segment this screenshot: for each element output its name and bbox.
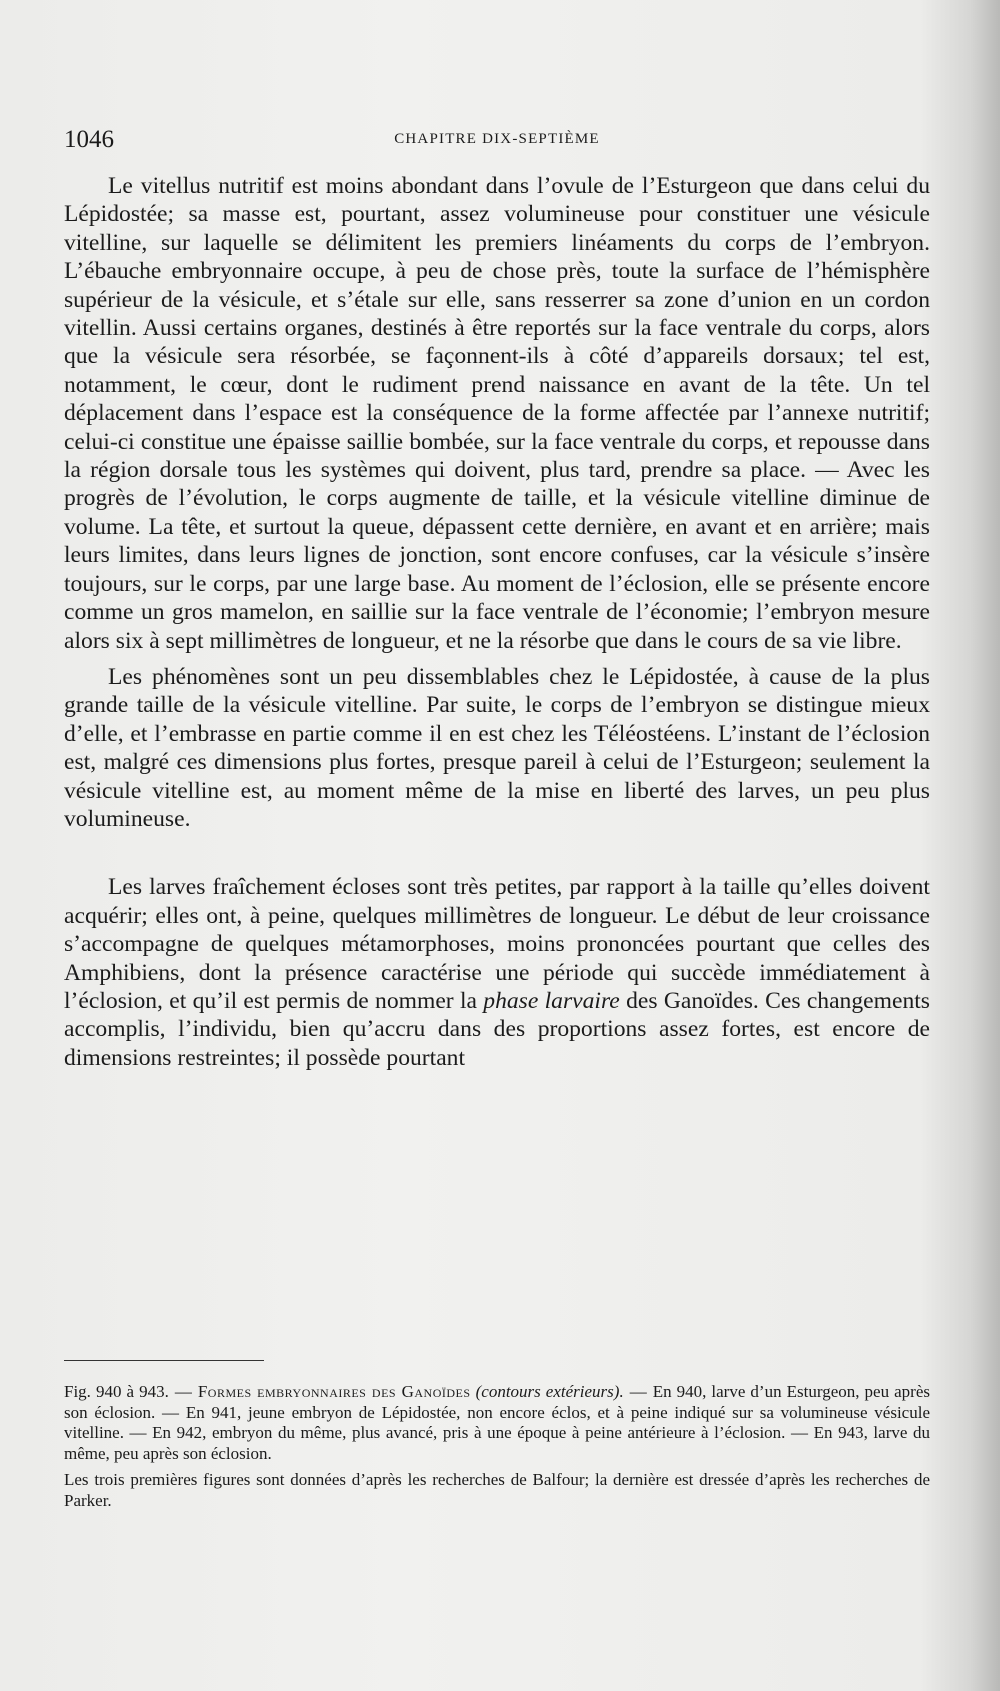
footnote-rule (64, 1360, 264, 1361)
body-text (64, 172, 930, 1072)
paragraph-3-text-before: Les larves fraîchement écloses sont très petites, par rapport à la taille qu’elles doivent acquérir; elles ont, à peine, quelques millimètres de longueur. Le début de leur croissance s’accompagne de quelques métamorphoses, moins prononcées pourtant que celles des Amphibiens, dont la présence caractérise une période qui succède immédiatement à l’éclosion, et qu’il est permis de nommer la (64, 874, 930, 1014)
running-head: CHAPITRE DIX-SEPTIÈME (394, 131, 600, 147)
page-header (64, 126, 930, 158)
paragraph-1: Le vitellus nutritif est moins abondant dans l’ovule de l’Esturgeon que dans celui du Lépidostée; sa masse est, pourtant, assez volumineuse pour constituer une vésicule vitelline, sur laquelle se délimitent les premiers linéaments du corps de l’embryon. L’ébauche embryonnaire occupe, à peu de chose près, toute la surface de l’hémisphère supérieur de la vésicule, et s’étale sur elle, sans resserrer sa zone d’union en un cordon vitellin. Aussi certains organes, destinés à être reportés sur la face ventrale du corps, alors que la vésicule sera résorbée, se façonnent-ils à côté d’appareils dorsaux; tel est, notamment, le cœur, dont le rudiment prend naissance en avant de la tête. Un tel déplacement dans l’espace est la conséquence de la forme affectée par l’annexe nutritif; celui-ci constitue une épaisse saillie bombée, sur la face ventrale du corps, et repousse dans la région dorsale tous les systèmes qui doivent, plus tard, prendre sa place. — Avec les progrès de l’évolution, le corps augmente de taille, et la vésicule vitelline diminue de volume. La tête, et surtout la queue, dépassent cette dernière, en avant et en arrière; mais leurs limites, dans leurs lignes de jonction, sont encore confuses, car la vésicule s’insère toujours, sur le corps, par une large base. Au moment de l’éclosion, elle se présente encore comme un gros mamelon, en saillie sur la face ventrale de l’économie; l’embryon mesure alors six à sept millimètres de longueur, et ne la résorbe que dans le cours de sa vie libre. (64, 173, 930, 654)
figure-caption-footnote (64, 1382, 930, 1511)
paragraph-2: Les phénomènes sont un peu dissemblables chez le Lépidostée, à cause de la plus grande taille de la vésicule vitelline. Par suite, le corps de l’embryon se distingue mieux d’elle, et l’embrasse en partie comme il en est chez les Téléostéens. L’instant de l’éclosion est, malgré ces dimensions plus fortes, presque pareil à celui de l’Esturgeon; seulement la vésicule vitelline est, au moment même de la mise en liberté des larves, un peu plus volumineuse. (64, 663, 930, 832)
caption-title: Formes embryonnaires des Ganoïdes (197, 1382, 471, 1401)
figure-label: Fig. 940 à 943. (64, 1382, 169, 1401)
paragraph-3-text-after: des Ganoïdes. Ces changements accomplis, l’individu, bien qu’accru dans des proportions assez fortes, est encore de dimensions restreintes; il possède pourtant (64, 987, 930, 1071)
phase-larvaire-term: phase larvaire (483, 987, 620, 1014)
page-number: 1046 (64, 126, 114, 153)
caption-title-italic: (contours extérieurs). (475, 1382, 624, 1401)
caption-credit: Les trois premières figures sont données d’après les recherches de Balfour; la dernière est dressée d’après les recherches de Parker. (64, 1470, 930, 1510)
caption-description: En 940, larve d’un Esturgeon, peu après son éclosion. — En 941, jeune embryon de Lépidostée, non encore éclos, et à peine indiqué sur sa volumineuse vésicule vitelline. — En 942, embryon du même, plus avancé, pris à une époque à peine antérieure à l’éclosion. — En 943, larve du même, peu après son éclosion. (64, 1382, 930, 1463)
caption-paragraph: Fig. 940 à 943. — Formes embryonnaires des Ganoïdes (contours extérieurs). — En 940, larve d’un Esturgeon, peu après son éclosion. — En 941, jeune embryon de Lépidostée, non encore éclos, et à peine indiqué sur sa volumineuse vésicule vitelline. — En 942, embryon du même, plus avancé, pris à une époque à peine antérieure à l’éclosion. — En 943, larve du même, peu après son éclosion. (64, 1382, 930, 1463)
paragraph-3 (64, 873, 930, 1072)
